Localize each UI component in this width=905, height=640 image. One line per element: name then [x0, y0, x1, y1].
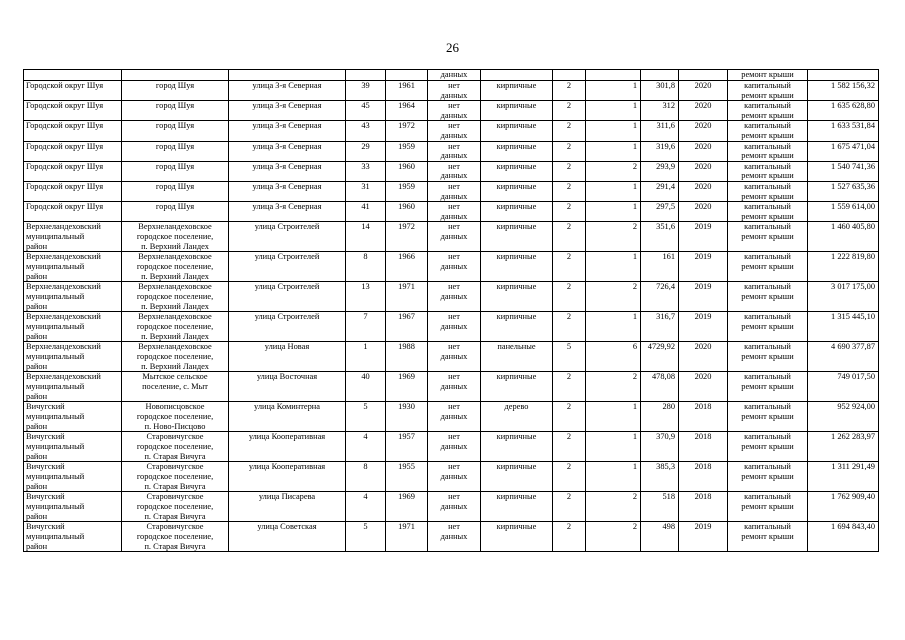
- cell-cost: 1 582 156,32: [808, 81, 879, 101]
- cell-house-number: 41: [346, 202, 386, 222]
- cell-wall-material: кирпичные: [481, 432, 553, 462]
- cell-work-type: капитальный ремонт крыши: [728, 141, 808, 161]
- cell-settlement: Старовичугское городское поселение, п. Старая Вичуга: [122, 432, 229, 462]
- cell-plan-year: 2018: [679, 432, 728, 462]
- cell-settlement: город Шуя: [122, 161, 229, 181]
- cell-area: 385,3: [641, 462, 679, 492]
- cell-floors: 2: [553, 121, 586, 141]
- cell-municipality: Верхнеландеховский муниципальный район: [24, 222, 122, 252]
- cell-house-number: 33: [346, 161, 386, 181]
- cell-municipality: Вичугский муниципальный район: [24, 402, 122, 432]
- table-row: [24, 432, 879, 462]
- cell-house-number: 40: [346, 372, 386, 402]
- cell-municipality: Городской округ Шуя: [24, 161, 122, 181]
- cell-settlement: [122, 70, 229, 81]
- cell-area: 498: [641, 522, 679, 552]
- cell-work-type: капитальный ремонт крыши: [728, 372, 808, 402]
- cell-floors: 2: [553, 282, 586, 312]
- cell-year-built: 1969: [386, 372, 428, 402]
- cell-cost: 1 540 741,36: [808, 161, 879, 181]
- cell-year-renovation: нет данных: [428, 402, 481, 432]
- cell-cost: 749 017,50: [808, 372, 879, 402]
- cell-year-renovation: нет данных: [428, 462, 481, 492]
- cell-entrances: 1: [586, 462, 641, 492]
- cell-street: улица 3-я Северная: [229, 121, 346, 141]
- cell-municipality: [24, 70, 122, 81]
- cell-year-renovation: нет данных: [428, 121, 481, 141]
- cell-year-renovation: нет данных: [428, 372, 481, 402]
- cell-plan-year: 2020: [679, 101, 728, 121]
- cell-wall-material: кирпичные: [481, 161, 553, 181]
- cell-year-built: 1972: [386, 121, 428, 141]
- cell-year-built: 1930: [386, 402, 428, 432]
- cell-year-built: 1972: [386, 222, 428, 252]
- cell-wall-material: кирпичные: [481, 462, 553, 492]
- cell-plan-year: 2019: [679, 282, 728, 312]
- cell-work-type: капитальный ремонт крыши: [728, 492, 808, 522]
- cell-street: улица Строителей: [229, 252, 346, 282]
- cell-cost: 952 924,00: [808, 402, 879, 432]
- cell-year-built: 1961: [386, 81, 428, 101]
- cell-wall-material: кирпичные: [481, 492, 553, 522]
- cell-house-number: 4: [346, 492, 386, 522]
- cell-cost: 1 762 909,40: [808, 492, 879, 522]
- page-number: 26: [446, 40, 459, 55]
- cell-year-built: 1960: [386, 161, 428, 181]
- cell-year-built: 1967: [386, 312, 428, 342]
- cell-floors: 2: [553, 372, 586, 402]
- cell-area: 297,5: [641, 202, 679, 222]
- cell-entrances: 2: [586, 372, 641, 402]
- cell-settlement: Старовичугское городское поселение, п. Старая Вичуга: [122, 462, 229, 492]
- cell-entrances: 1: [586, 312, 641, 342]
- cell-year-renovation: нет данных: [428, 202, 481, 222]
- cell-house-number: 8: [346, 252, 386, 282]
- cell-cost: 1 633 531,84: [808, 121, 879, 141]
- cell-floors: 2: [553, 181, 586, 201]
- cell-house-number: 14: [346, 222, 386, 252]
- cell-plan-year: [679, 70, 728, 81]
- cell-wall-material: кирпичные: [481, 202, 553, 222]
- cell-street: улица 3-я Северная: [229, 181, 346, 201]
- cell-cost: 1 262 283,97: [808, 432, 879, 462]
- table-row: [24, 342, 879, 372]
- cell-settlement: Верхнеландеховское городское поселение, п. Верхний Ландех: [122, 222, 229, 252]
- cell-year-built: 1971: [386, 522, 428, 552]
- cell-cost: 4 690 377,87: [808, 342, 879, 372]
- cell-year-renovation: нет данных: [428, 312, 481, 342]
- cell-area: 370,9: [641, 432, 679, 462]
- cell-house-number: 5: [346, 402, 386, 432]
- cell-cost: 1 527 635,36: [808, 181, 879, 201]
- cell-street: улица 3-я Северная: [229, 101, 346, 121]
- cell-entrances: 1: [586, 81, 641, 101]
- cell-year-built: [386, 70, 428, 81]
- cell-house-number: 7: [346, 312, 386, 342]
- cell-municipality: Городской округ Шуя: [24, 202, 122, 222]
- cell-plan-year: 2020: [679, 342, 728, 372]
- cell-municipality: Городской округ Шуя: [24, 181, 122, 201]
- table-row: [24, 522, 879, 552]
- cell-wall-material: кирпичные: [481, 282, 553, 312]
- cell-area: 478,08: [641, 372, 679, 402]
- cell-floors: 2: [553, 402, 586, 432]
- cell-year-renovation: нет данных: [428, 252, 481, 282]
- cell-street: [229, 70, 346, 81]
- cell-street: улица Строителей: [229, 312, 346, 342]
- cell-floors: [553, 70, 586, 81]
- cell-municipality: Верхнеландеховский муниципальный район: [24, 342, 122, 372]
- cell-municipality: Городской округ Шуя: [24, 141, 122, 161]
- cell-area: 301,8: [641, 81, 679, 101]
- table-row: [24, 312, 879, 342]
- cell-year-renovation: нет данных: [428, 522, 481, 552]
- cell-cost: 1 559 614,00: [808, 202, 879, 222]
- cell-street: улица 3-я Северная: [229, 202, 346, 222]
- cell-cost: 1 315 445,10: [808, 312, 879, 342]
- cell-floors: 2: [553, 81, 586, 101]
- cell-street: улица Советская: [229, 522, 346, 552]
- cell-wall-material: панельные: [481, 342, 553, 372]
- cell-house-number: 43: [346, 121, 386, 141]
- cell-settlement: Мытское сельское поселение, с. Мыт: [122, 372, 229, 402]
- table-row: [24, 252, 879, 282]
- cell-house-number: 8: [346, 462, 386, 492]
- cell-area: [641, 70, 679, 81]
- cell-floors: 2: [553, 312, 586, 342]
- cell-house-number: 1: [346, 342, 386, 372]
- cell-year-renovation: нет данных: [428, 492, 481, 522]
- cell-area: 161: [641, 252, 679, 282]
- cell-plan-year: 2020: [679, 121, 728, 141]
- cell-cost: [808, 70, 879, 81]
- cell-settlement: Новописцовское городское поселение, п. Ново-Писцово: [122, 402, 229, 432]
- cell-settlement: Верхнеландеховское городское поселение, п. Верхний Ландех: [122, 282, 229, 312]
- cell-work-type: капитальный ремонт крыши: [728, 402, 808, 432]
- cell-year-renovation: нет данных: [428, 161, 481, 181]
- cell-wall-material: дерево: [481, 402, 553, 432]
- cell-municipality: Верхнеландеховский муниципальный район: [24, 282, 122, 312]
- cell-municipality: Вичугский муниципальный район: [24, 462, 122, 492]
- cell-year-built: 1971: [386, 282, 428, 312]
- cell-year-renovation: данных: [428, 70, 481, 81]
- cell-work-type: капитальный ремонт крыши: [728, 222, 808, 252]
- cell-plan-year: 2019: [679, 522, 728, 552]
- cell-work-type: капитальный ремонт крыши: [728, 252, 808, 282]
- cell-settlement: город Шуя: [122, 202, 229, 222]
- cell-entrances: 2: [586, 282, 641, 312]
- cell-municipality: Вичугский муниципальный район: [24, 492, 122, 522]
- cell-work-type: капитальный ремонт крыши: [728, 522, 808, 552]
- table-row: [24, 402, 879, 432]
- cell-settlement: Верхнеландеховское городское поселение, п. Верхний Ландех: [122, 312, 229, 342]
- cell-house-number: 29: [346, 141, 386, 161]
- cell-settlement: город Шуя: [122, 101, 229, 121]
- cell-settlement: Верхнеландеховское городское поселение, п. Верхний Ландех: [122, 252, 229, 282]
- cell-floors: 2: [553, 161, 586, 181]
- cell-cost: 1 694 843,40: [808, 522, 879, 552]
- cell-work-type: капитальный ремонт крыши: [728, 432, 808, 462]
- cell-cost: 1 675 471,04: [808, 141, 879, 161]
- cell-house-number: 45: [346, 101, 386, 121]
- cell-plan-year: 2020: [679, 141, 728, 161]
- table-row: [24, 161, 879, 181]
- table-row: [24, 492, 879, 522]
- cell-plan-year: 2019: [679, 312, 728, 342]
- cell-cost: 3 017 175,00: [808, 282, 879, 312]
- cell-area: 311,6: [641, 121, 679, 141]
- cell-work-type: капитальный ремонт крыши: [728, 161, 808, 181]
- table-row: [24, 222, 879, 252]
- cell-entrances: 2: [586, 161, 641, 181]
- cell-year-built: 1960: [386, 202, 428, 222]
- cell-floors: 2: [553, 202, 586, 222]
- table-row: [24, 202, 879, 222]
- table-row: [24, 181, 879, 201]
- cell-wall-material: кирпичные: [481, 101, 553, 121]
- cell-house-number: 4: [346, 432, 386, 462]
- cell-year-built: 1959: [386, 141, 428, 161]
- cell-wall-material: кирпичные: [481, 312, 553, 342]
- cell-entrances: 1: [586, 121, 641, 141]
- table-row: [24, 141, 879, 161]
- cell-house-number: 5: [346, 522, 386, 552]
- cell-work-type: капитальный ремонт крыши: [728, 342, 808, 372]
- cell-wall-material: кирпичные: [481, 81, 553, 101]
- cell-entrances: [586, 70, 641, 81]
- cell-settlement: Старовичугское городское поселение, п. Старая Вичуга: [122, 492, 229, 522]
- cell-floors: 2: [553, 222, 586, 252]
- cell-wall-material: кирпичные: [481, 121, 553, 141]
- cell-year-built: 1957: [386, 432, 428, 462]
- cell-plan-year: 2018: [679, 462, 728, 492]
- cell-work-type: капитальный ремонт крыши: [728, 462, 808, 492]
- cell-plan-year: 2019: [679, 252, 728, 282]
- cell-year-built: 1988: [386, 342, 428, 372]
- cell-work-type: капитальный ремонт крыши: [728, 202, 808, 222]
- cell-year-built: 1964: [386, 101, 428, 121]
- cell-year-renovation: нет данных: [428, 101, 481, 121]
- cell-area: 293,9: [641, 161, 679, 181]
- cell-year-renovation: нет данных: [428, 181, 481, 201]
- cell-municipality: Городской округ Шуя: [24, 101, 122, 121]
- table-row: [24, 101, 879, 121]
- cell-area: 4729,92: [641, 342, 679, 372]
- cell-area: 316,7: [641, 312, 679, 342]
- table-row: [24, 282, 879, 312]
- cell-work-type: капитальный ремонт крыши: [728, 282, 808, 312]
- cell-area: 726,4: [641, 282, 679, 312]
- cell-year-renovation: нет данных: [428, 282, 481, 312]
- cell-area: 312: [641, 101, 679, 121]
- cell-floors: 2: [553, 252, 586, 282]
- cell-cost: 1 460 405,80: [808, 222, 879, 252]
- cell-work-type: капитальный ремонт крыши: [728, 312, 808, 342]
- cell-settlement: город Шуя: [122, 81, 229, 101]
- cell-plan-year: 2020: [679, 181, 728, 201]
- cell-year-renovation: нет данных: [428, 222, 481, 252]
- cell-work-type: капитальный ремонт крыши: [728, 121, 808, 141]
- cell-floors: 2: [553, 101, 586, 121]
- cell-house-number: 39: [346, 81, 386, 101]
- cell-street: улица Писарева: [229, 492, 346, 522]
- table-row: [24, 70, 879, 81]
- cell-municipality: Верхнеландеховский муниципальный район: [24, 252, 122, 282]
- cell-house-number: 31: [346, 181, 386, 201]
- cell-plan-year: 2020: [679, 202, 728, 222]
- cell-plan-year: 2020: [679, 161, 728, 181]
- cell-work-type: ремонт крыши: [728, 70, 808, 81]
- cell-street: улица 3-я Северная: [229, 161, 346, 181]
- cell-street: улица Строителей: [229, 222, 346, 252]
- cell-floors: 2: [553, 141, 586, 161]
- cell-municipality: Вичугский муниципальный район: [24, 522, 122, 552]
- cell-work-type: капитальный ремонт крыши: [728, 101, 808, 121]
- cell-year-built: 1966: [386, 252, 428, 282]
- cell-work-type: капитальный ремонт крыши: [728, 181, 808, 201]
- cell-house-number: 13: [346, 282, 386, 312]
- cell-plan-year: 2019: [679, 222, 728, 252]
- cell-municipality: Городской округ Шуя: [24, 121, 122, 141]
- cell-year-built: 1955: [386, 462, 428, 492]
- cell-floors: 2: [553, 462, 586, 492]
- cell-municipality: Вичугский муниципальный район: [24, 432, 122, 462]
- cell-entrances: 1: [586, 402, 641, 432]
- cell-entrances: 6: [586, 342, 641, 372]
- cell-wall-material: кирпичные: [481, 252, 553, 282]
- cell-year-renovation: нет данных: [428, 141, 481, 161]
- cell-wall-material: кирпичные: [481, 181, 553, 201]
- cell-year-built: 1959: [386, 181, 428, 201]
- cell-year-built: 1969: [386, 492, 428, 522]
- cell-settlement: Верхнеландеховское городское поселение, п. Верхний Ландех: [122, 342, 229, 372]
- cell-street: улица Новая: [229, 342, 346, 372]
- cell-municipality: Городской округ Шуя: [24, 81, 122, 101]
- cell-entrances: 1: [586, 252, 641, 282]
- cell-year-renovation: нет данных: [428, 81, 481, 101]
- cell-house-number: [346, 70, 386, 81]
- cell-year-renovation: нет данных: [428, 432, 481, 462]
- cell-work-type: капитальный ремонт крыши: [728, 81, 808, 101]
- cell-entrances: 1: [586, 432, 641, 462]
- cell-entrances: 2: [586, 492, 641, 522]
- cell-cost: 1 311 291,49: [808, 462, 879, 492]
- cell-settlement: город Шуя: [122, 181, 229, 201]
- cell-area: 280: [641, 402, 679, 432]
- cell-settlement: город Шуя: [122, 121, 229, 141]
- table-row: [24, 121, 879, 141]
- cell-municipality: Верхнеландеховский муниципальный район: [24, 312, 122, 342]
- cell-cost: 1 222 819,80: [808, 252, 879, 282]
- cell-floors: 2: [553, 522, 586, 552]
- cell-settlement: город Шуя: [122, 141, 229, 161]
- cell-street: улица Строителей: [229, 282, 346, 312]
- cell-entrances: 1: [586, 181, 641, 201]
- cell-area: 319,6: [641, 141, 679, 161]
- table-row: [24, 81, 879, 101]
- cell-municipality: Верхнеландеховский муниципальный район: [24, 372, 122, 402]
- cell-area: 291,4: [641, 181, 679, 201]
- cell-year-renovation: нет данных: [428, 342, 481, 372]
- cell-plan-year: 2018: [679, 492, 728, 522]
- cell-entrances: 1: [586, 202, 641, 222]
- cell-street: улица 3-я Северная: [229, 81, 346, 101]
- cell-street: улица Кооперативная: [229, 462, 346, 492]
- cell-plan-year: 2020: [679, 81, 728, 101]
- cell-street: улица Коминтерна: [229, 402, 346, 432]
- cell-entrances: 2: [586, 522, 641, 552]
- table-row: [24, 462, 879, 492]
- table-row: [24, 372, 879, 402]
- cell-cost: 1 635 628,80: [808, 101, 879, 121]
- cell-wall-material: кирпичные: [481, 222, 553, 252]
- cell-plan-year: 2018: [679, 402, 728, 432]
- cell-entrances: 1: [586, 101, 641, 121]
- cell-plan-year: 2020: [679, 372, 728, 402]
- cell-street: улица Кооперативная: [229, 432, 346, 462]
- cell-floors: 2: [553, 492, 586, 522]
- cell-wall-material: кирпичные: [481, 522, 553, 552]
- cell-entrances: 1: [586, 141, 641, 161]
- cell-entrances: 2: [586, 222, 641, 252]
- cell-wall-material: кирпичные: [481, 372, 553, 402]
- cell-settlement: Старовичугское городское поселение, п. Старая Вичуга: [122, 522, 229, 552]
- housing-table: [23, 69, 879, 552]
- cell-area: 351,6: [641, 222, 679, 252]
- cell-wall-material: [481, 70, 553, 81]
- cell-floors: 2: [553, 432, 586, 462]
- cell-area: 518: [641, 492, 679, 522]
- cell-floors: 5: [553, 342, 586, 372]
- cell-wall-material: кирпичные: [481, 141, 553, 161]
- cell-street: улица 3-я Северная: [229, 141, 346, 161]
- cell-street: улица Восточная: [229, 372, 346, 402]
